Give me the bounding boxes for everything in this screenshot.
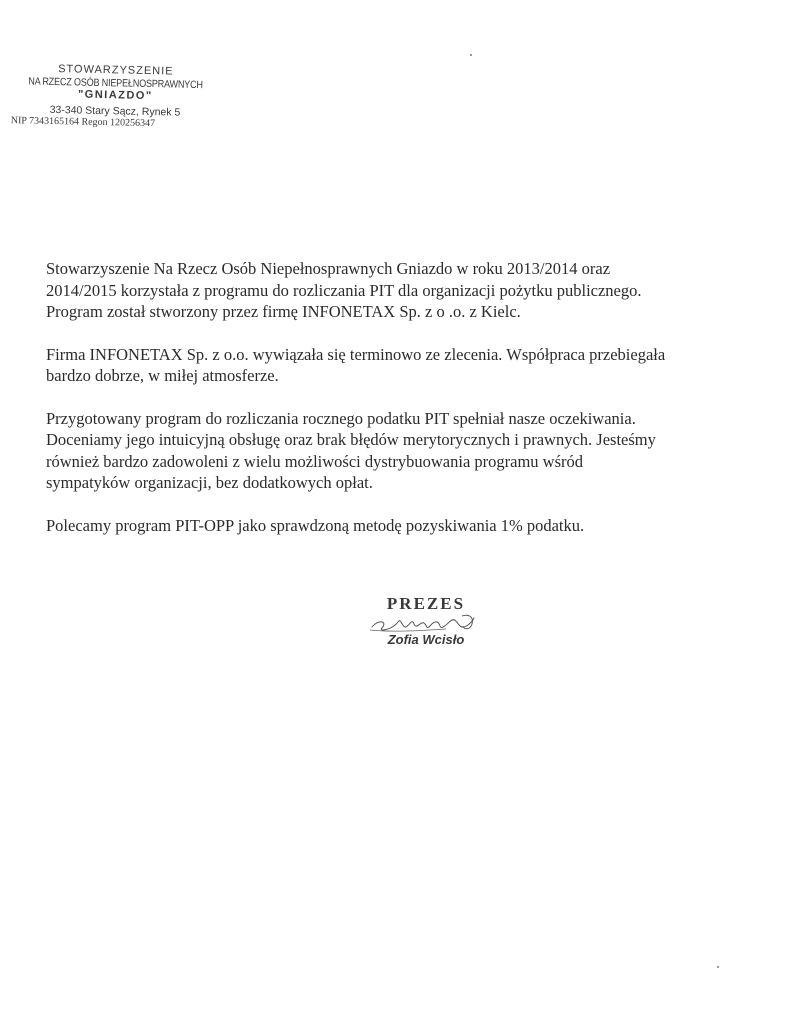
paragraph-2 <box>46 344 766 387</box>
paragraph-line: sympatyków organizacji, bez dodatkowych opłat. <box>46 473 373 492</box>
paragraph-line: Firma INFONETAX Sp. z o.o. wywiązała się terminowo ze zlecenia. Współpraca przebiegała <box>46 344 666 364</box>
scan-speck <box>470 54 472 56</box>
paragraph-line: Przygotowany program do rozliczania rocznego podatku PIT spełniał nasze oczekiwania. <box>46 408 636 428</box>
signature-title: PREZES <box>386 594 466 613</box>
paragraph-3 <box>46 408 766 494</box>
paragraph-4 <box>46 515 766 537</box>
paragraph-line: Program został stworzony przez firmę INFONETAX Sp. z o .o. z Kielc. <box>46 302 521 321</box>
paragraph-line: Polecamy program PIT-OPP jako sprawdzoną metodę pozyskiwania 1% podatku. <box>46 515 585 535</box>
stamp-address: 33-340 Stary Sącz, Rynek 5 <box>49 104 181 120</box>
organization-stamp <box>5 62 226 131</box>
stamp-organization-purpose: NA RZECZ OSÓB NIEPEŁNOSPRAWNYCH <box>28 75 203 91</box>
paragraph-line: 2014/2015 korzystała z programu do rozliczania PIT dla organizacji pożytku publicznego. <box>46 280 642 300</box>
paragraph-line: bardzo dobrze, w miłej atmosferze. <box>46 366 279 385</box>
letter-body <box>46 258 766 557</box>
handwritten-signature <box>368 612 480 634</box>
paragraph-line: Doceniamy jego intuicyjną obsługę oraz brak błędów merytorycznych i prawnych. Jesteśmy <box>46 430 656 449</box>
stamp-organization-name: "GNIAZDO" <box>77 88 153 102</box>
signature-block <box>366 594 486 647</box>
paragraph-1 <box>46 258 766 323</box>
paragraph-line: również bardzo zadowoleni z wielu możliwości dystrybuowania programu wśród <box>46 451 584 471</box>
stamp-tax-ids: NIP 7343165164 Regon 120256347 <box>10 115 156 130</box>
paragraph-line: Stowarzyszenie Na Rzecz Osób Niepełnosprawnych Gniazdo w roku 2013/2014 oraz <box>46 259 611 278</box>
scan-speck <box>717 966 719 968</box>
stamp-organization-type: STOWARZYSZENIE <box>58 63 174 78</box>
signatory-name: Zofia Wcisło <box>387 632 465 647</box>
